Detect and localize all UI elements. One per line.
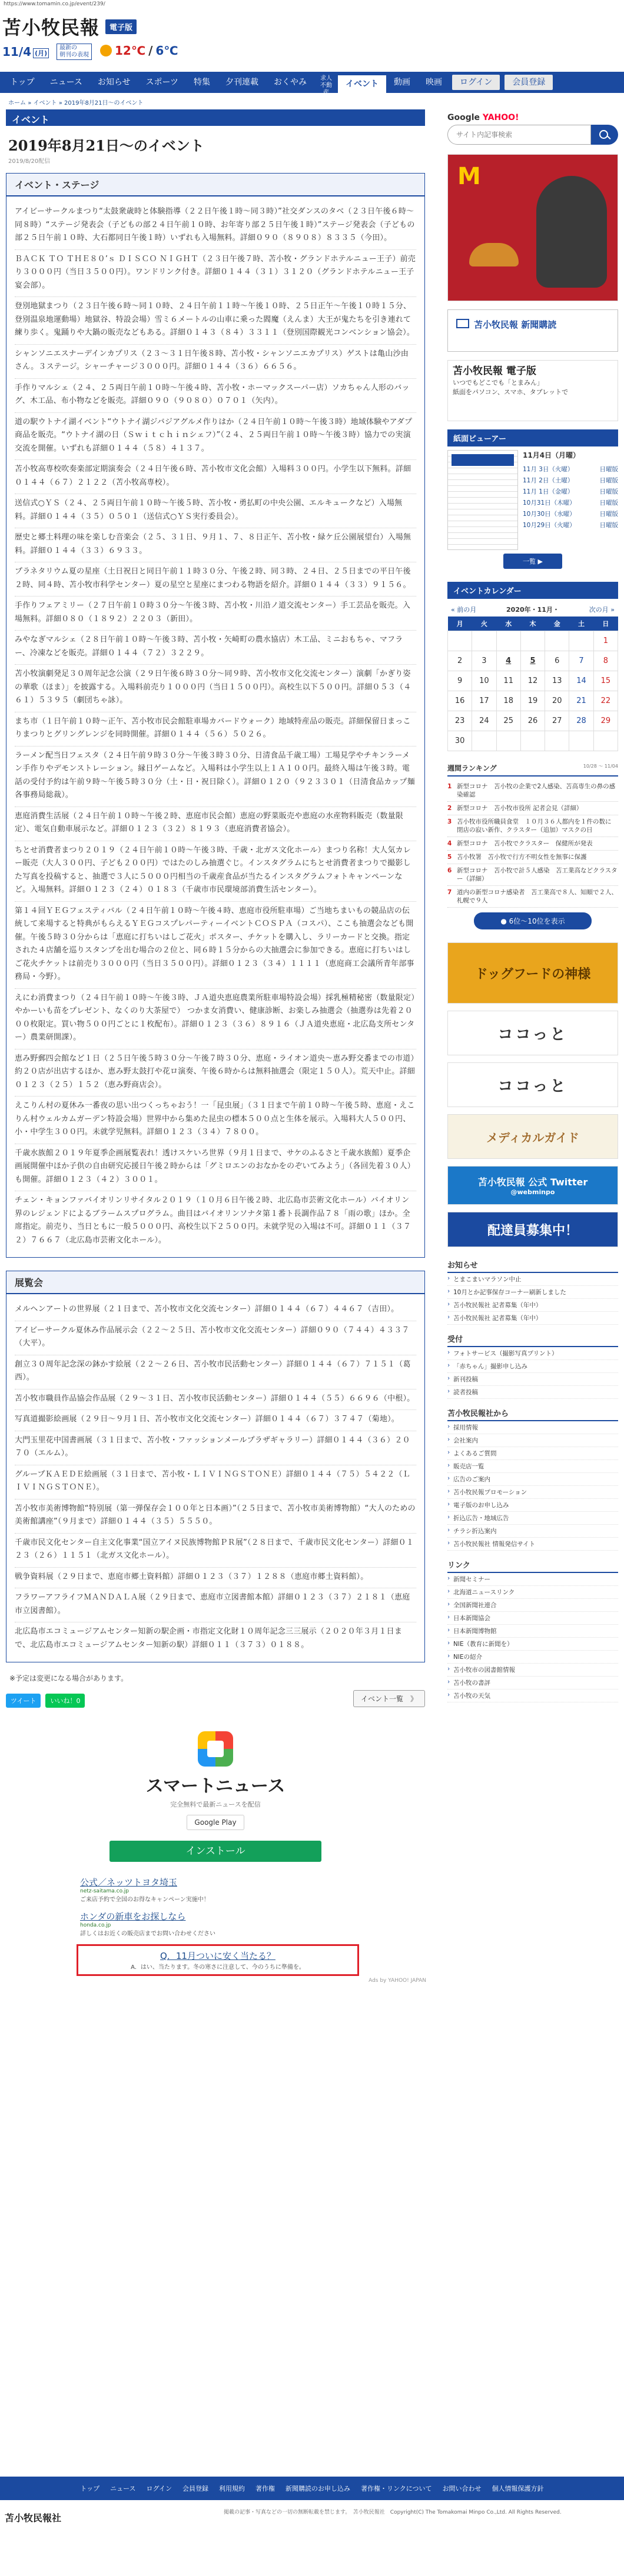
paper-current-date: 11月4日（月曜）: [523, 451, 580, 459]
footer-link[interactable]: ニュース: [110, 2485, 136, 2492]
app-ad: [9, 1725, 426, 1984]
link-group-item[interactable]: › 苫小牧民報社 記者募集（年中）: [447, 1312, 618, 1325]
exhibition-entry: 創立３０周年記念深の鉢かす絵展（２２～２６日、苫小牧市民活動センター）詳細０１４４（６７）７１５１（葛西）。: [15, 1355, 416, 1389]
calendar-day: [520, 731, 545, 751]
date-text: 11/4: [2, 45, 32, 59]
stage-event-entry: 苫小牧演劇発足３０周年記念公演（２９日午後６時３０分～同９時、苫小牧市文化交流センター）演劇「かぎり姿の華歌（ほま）」を披露する。入場料前売り１０００円（当日１５００円）。高校生以下５００円。詳細０５３（４６１）５３９５（劇団ちゃ詠）。: [15, 665, 416, 712]
calendar-next-month[interactable]: 次の月 »: [589, 606, 615, 614]
twitter-handle: @webminpo: [510, 1188, 555, 1196]
text-ads: [9, 1876, 421, 1937]
twitter-banner[interactable]: [447, 1166, 618, 1205]
stage-events-title: イベント・ステージ: [6, 174, 424, 196]
ranking-item[interactable]: 6 新型コロナ 苫小牧で計５人感染 苫工業高などクラスター（詳細）: [447, 864, 618, 886]
highlighted-ad[interactable]: [77, 1944, 359, 1976]
share-area: [6, 1694, 425, 1708]
text-ad[interactable]: [80, 1876, 421, 1903]
link-group-item[interactable]: › 苫小牧市の図書館情報: [447, 1664, 618, 1677]
calendar-day[interactable]: 12: [520, 671, 545, 691]
paper-issue-list: [523, 450, 618, 550]
copyright: 掲載の記事・写真などの一切の無断転載を禁じます。 苫小牧民報社 Copyright(C) The Tomakomai Minpo Co.,Ltd. All Rights Reserved.: [224, 2510, 562, 2515]
calendar-day[interactable]: 6: [545, 651, 569, 671]
calendar-day[interactable]: 25: [496, 711, 520, 731]
ranking-item[interactable]: 1 新型コロナ 苫小牧の企業で2人感染、苫高専生の鼻の感染確認: [447, 780, 618, 802]
calendar-day[interactable]: 10: [472, 671, 496, 691]
paper-list-button[interactable]: 一覧 ▶: [503, 554, 562, 569]
nav-item-4[interactable]: 特集: [193, 78, 210, 87]
paper-issue-date[interactable]: 10月31日（木曜）: [523, 499, 576, 506]
calendar-day: [593, 731, 618, 751]
footer-link[interactable]: ログイン: [146, 2485, 172, 2492]
calendar-weekday: 土: [569, 616, 593, 631]
paper-issue-edition[interactable]: 日曜版: [599, 522, 618, 529]
yahoo-label: YAHOO!: [482, 113, 519, 122]
calendar-day: [520, 631, 545, 651]
link-group-item[interactable]: › 10月とか記事保存コーナー刷新しました: [447, 1286, 618, 1299]
exhibition-entry: 苫小牧市美術博物館“特別展（第一弾保存会１００年と日本画）”（２５日まで、苫小牧市美術博物館）“大人のための美術館講座”（９月まで）詳細０１４４（３５）５５５０。: [15, 1499, 416, 1534]
paper-issue-edition[interactable]: 日曜版: [599, 488, 618, 495]
dogfood-banner[interactable]: ドッグフードの神様: [447, 942, 618, 1004]
highlighted-ad-desc: A．はい、当たります。冬の寒さに注意して、今のうちに準備を。: [131, 1964, 305, 1971]
sunny-icon: [100, 45, 112, 56]
site-header: [0, 8, 624, 62]
nav-item-5[interactable]: 夕刊連載: [225, 78, 258, 87]
link-group-item[interactable]: › 日本新聞協会: [447, 1612, 618, 1625]
ranking-heading: [447, 763, 618, 777]
highlighted-ad-title[interactable]: Q．11月ついに安く当たる？: [160, 1951, 276, 1961]
exhibition-entry: 戦争資料展（２９日まで、恵庭市郷土資料館）詳細０１２３（３７）１２８８（恵庭市郷土資料館）。: [15, 1568, 416, 1589]
site-logo[interactable]: [2, 13, 137, 40]
calendar-day: [496, 631, 520, 651]
breadcrumb: [8, 98, 144, 106]
twitter-banner-title: 苫小牧民報 公式 Twitter: [477, 1177, 588, 1188]
calendar-day[interactable]: 5: [520, 651, 545, 671]
exhibition-entry: グループＫＡＥＤＥ絵画展（３１日まで、苫小牧・ＬＩＶＩＮＧＳＴＯＮＥ）詳細０１４４（７５）５４２２（ＬＩＶＩＮＧＳＴＯＮＥ）。: [15, 1465, 416, 1499]
calendar-day[interactable]: 7: [569, 651, 593, 671]
paper-issue-date[interactable]: 11月 1日（金曜）: [523, 488, 574, 495]
footer-nav: [0, 2477, 624, 2500]
footer-link[interactable]: 著作権・リンクについて: [361, 2485, 432, 2492]
calendar-week: [448, 731, 618, 751]
calendar-weekday: 木: [520, 616, 545, 631]
paper-issue-date[interactable]: 10月30日（水曜）: [523, 511, 576, 518]
calendar-weekday: 日: [593, 616, 618, 631]
stage-event-entry: 送信式○ＹＳ（２４、２５両日午前１０時～午後５時、苫小牧・勇払町の中央公園、エルキュークなど）入場無料。詳細０１４４（３５）０５０１（送信式○ＹＳ実行委員会）。: [15, 494, 416, 528]
ranking-item[interactable]: 5 苫小牧署 苫小牧で行方不明女性を無事に保護: [447, 851, 618, 864]
calendar-day[interactable]: 4: [496, 651, 520, 671]
stage-event-entry: えこりん村の夏休み一番夜の思い出つくっちゃおう！一「昆虫展」（３１日まで午前１０時～午後５時、恵庭・えこりん村ウェルカムガーデン特設会場）世界中から集めた昆虫の標本５００点と生体を展示。入場料大人５００円、小・中学生３００円。未就学児無料。詳細０１２３（３４）７８００。: [15, 1097, 416, 1144]
exhibition-entry: アイビーサークル夏休み作品展示会（２２～２５日、苫小牧市文化交流センター）詳細０９０（７４４）４３３７（大平）。: [15, 1321, 416, 1355]
ad-logo: M: [457, 163, 481, 190]
calendar-prev-month[interactable]: « 前の月: [451, 606, 477, 614]
url-bar: https://www.tomamin.co.jp/event/239/: [0, 0, 624, 8]
stage-event-entry: ちとせ消費者まつり２０１９（２４日午前１０時～午後３時、千歳・北ガス文化ホール）まつり名称！大人気カレー販売（大人３００円、子ども２００円）ではたのしみ抽選ぐじ。インスタグラムにちとせ消費者まつりで撮影した写真を投稿すると、抽選で３人に５０００円相当の千歳産食品が当たるインスタグラムフォトキャンペーンなど。入場無料。詳細０１２３（２４）０１８３（千歳市市民環境部消費生活センター）。: [15, 841, 416, 902]
calendar-week: [448, 691, 618, 711]
paper-issue-edition[interactable]: 日曜版: [599, 477, 618, 484]
stage-event-entry: 苫小牧高専校吹奏楽部定期演奏会（２４日午後６時、苫小牧市文化会館）入場料３００円。小学生以下無料。詳細０１４４（６７）２１２２（苫小牧高専校）。: [15, 460, 416, 494]
e-edition-badge[interactable]: 電子版: [105, 19, 137, 34]
exhibition-entry: 千歳市民文化センター自主文化事業“国立アイヌ民族博物館ＰＲ展”（２８日まで、千歳市民文化センター）詳細０１２３（２６）１１５１（北ガス文化ホール）。: [15, 1534, 416, 1568]
page-title: 2019年8月21日～のイベント: [8, 137, 204, 154]
nav-item-11[interactable]: ログイン: [452, 75, 500, 90]
nav-item-9[interactable]: 動画: [393, 78, 410, 87]
stage-events-list: [15, 202, 416, 1251]
stage-event-entry: チェン・キョンファバイオリンリサイタル２０１９（１０月６日午後２時、北広島市芸術文化ホール）バイオリン界のレジェンドによるブラームスプログラム。曲目はバイオリンソナタ第１番ト長調作品７８「雨の歌」ほか。全席指定。前売り、当日ともに一般５０００円、高校生以下２５００円。未就学児の入場は不可。詳細０１１（３７２）７６６７（北広島市芸術文化ホール）。: [15, 1196, 411, 1245]
link-group-title: リンク: [447, 1554, 618, 1573]
paper-issue-edition[interactable]: 日曜版: [599, 466, 618, 473]
search-input[interactable]: [447, 125, 591, 145]
app-desc: 完全無料で最新ニュースを配信: [170, 1801, 261, 1808]
paper-issue-row[interactable]: [523, 464, 618, 475]
calendar-week: [448, 651, 618, 671]
ranking-item[interactable]: 3 苫小牧市役所職員食堂 １０月３６人都内を１件の数に 閉店の寂い新作、クラスター（追加）マスクの日: [447, 815, 618, 837]
paper-issue-row[interactable]: [523, 475, 618, 486]
breadcrumb-events[interactable]: イベント: [33, 100, 57, 106]
link-group-item[interactable]: › 苫小牧民報プロモーション: [447, 1486, 618, 1499]
link-group-item[interactable]: › 全国新聞社連合: [447, 1599, 618, 1612]
calendar-day[interactable]: 14: [569, 671, 593, 691]
exhibition-entry: 北広島市エコミュージアムセンター知新の駅企画・市指定文化財１０周年記念三三展示（２０２０年３月１日まで、北広島市エコミュージアムセンター知新の駅）詳細０１１（３７３）０１８８。: [15, 1627, 403, 1649]
calendar-day[interactable]: 2: [448, 651, 472, 671]
calendar-weekdays: [448, 616, 618, 631]
link-group-item[interactable]: › よくあるご質問: [447, 1447, 618, 1460]
subscribe-banner[interactable]: 苫小牧民報 新聞購読: [447, 309, 618, 352]
global-nav: [0, 72, 624, 96]
sidebar-link-groups: [447, 1254, 618, 1702]
exhibition-entry: フラワーアフライフＭＡＮＤＡＬＡ展（２９日まで、恵庭市立図書館本館）詳細０１２３（３７）２１８１（恵庭市立図書館）。: [15, 1588, 416, 1622]
stage-event-entry: アイビーサークルまつり“太鼓衆歳時と体験指導（２２日午後１時～同３時）”社交ダンスのタベ（２３日午後６時～同８時）“ステージ発表会（子どもの部２４日午前１０時、お年寄り部２５日午後１時）”ステージ発表会（子どもの部２５日午前１０時、大石都同日午後１時）いずれも入場無料。詳細０９０（８９０８）８３３５（今田）。: [15, 202, 416, 250]
google-label: Google: [447, 113, 480, 122]
link-group-item[interactable]: › とまこまいマラソン中止: [447, 1273, 618, 1286]
sidebar: [447, 113, 618, 1702]
link-group-item[interactable]: › 「赤ちゃん」撮影申し込み: [447, 1360, 618, 1373]
ranking-item[interactable]: 7 道内の新型コロナ感染者 苫工業高で８人、知順で２人、札幌で９人: [447, 886, 618, 908]
text-ad-title[interactable]: 公式／ネッツトヨタ埼玉: [80, 1877, 178, 1888]
nav-item-1[interactable]: ニュース: [49, 78, 82, 87]
link-group-title: お知らせ: [447, 1254, 618, 1273]
link-group-item[interactable]: › 電子版のお申し込み: [447, 1499, 618, 1512]
exhibitions-title: 展覧会: [6, 1271, 424, 1294]
stage-events-box: [6, 173, 425, 1258]
breadcrumb-sep: »: [58, 100, 62, 106]
footer-link[interactable]: 会員登録: [182, 2485, 208, 2492]
calendar-day[interactable]: 22: [593, 691, 618, 711]
nav-item-10[interactable]: 映画: [425, 78, 442, 87]
stage-event-entry: まち市（１日午前１０時～正午、苫小牧市民会館駐車場カバードウォーク）地域特産品の販売。詳細保留日まっこりまつりとグリングレンジを同時開催。詳細０１４４（５６）５０２６。: [15, 712, 416, 747]
calendar-day: [472, 631, 496, 651]
paper-issue-rows: [523, 464, 618, 531]
tweet-button[interactable]: ツイート: [6, 1694, 41, 1708]
link-group-item[interactable]: › 折込広告・地域広告: [447, 1512, 618, 1525]
paper-issue-edition[interactable]: 日曜版: [599, 499, 618, 506]
stage-event-entry: 恵庭消費生活展（２４日午前１０時～午後２時、恵庭市民会館）恵庭の野菜販売や恵庭の水産物料販売（数量限定）、電気自動車展示など。詳細０１２３（３２）８１９３（恵庭消費者協会）。: [15, 807, 416, 841]
calendar-day[interactable]: 21: [569, 691, 593, 711]
temp-low: 6℃: [155, 44, 178, 58]
link-group-item[interactable]: › 採用情報: [447, 1421, 618, 1434]
calendar-body: [448, 631, 618, 751]
paper-issue-row[interactable]: [523, 486, 618, 497]
kokoto-banner[interactable]: ココっと: [447, 1011, 618, 1055]
calendar-weekday: 水: [496, 616, 520, 631]
nav-item-6[interactable]: おくやみ: [273, 78, 307, 87]
exhibition-entry: メルヘンアートの世界展（２１日まで、苫小牧市文化交流センター）詳細０１４４（６７）４４６７（吉田）。: [15, 1300, 416, 1321]
breadcrumb-sep: »: [28, 100, 32, 106]
calendar-day[interactable]: 11: [496, 671, 520, 691]
paper-issue-row[interactable]: [523, 519, 618, 531]
paper-viewer: [447, 450, 618, 550]
link-group-item[interactable]: › 日本新聞博物館: [447, 1625, 618, 1638]
exhibition-entry: 苫小牧市職員作品協会作品展（２９～３１日、苫小牧市民活動センター）詳細０１４４（５５）６６９６（中根）。: [15, 1389, 416, 1411]
footer-link[interactable]: お問い合わせ: [442, 2485, 482, 2492]
calendar-heading: イベントカレンダー: [447, 582, 618, 599]
footer-link[interactable]: 利用規約: [219, 2485, 245, 2492]
stage-event-entry: 千歳水族館２０１９年夏季企画展覧表れ！透けスケいろ世界（９月１日まで、サケのふるさと千歳水族館）夏季企画展開催中ほか子供の自由研究応援日午後２時からは「グミロエンのおなかをのぞいてみよう」（各回先着３０人）も開催。詳細０１２３（４２）３００１。: [15, 1144, 416, 1192]
text-ad[interactable]: [80, 1910, 421, 1937]
text-ad-url: netz-saitama.co.jp: [80, 1888, 130, 1894]
breadcrumb-home[interactable]: ホーム: [8, 100, 26, 106]
link-group-item[interactable]: › 広告のご案内: [447, 1473, 618, 1486]
calendar-day[interactable]: 23: [448, 711, 472, 731]
footer-link[interactable]: 個人情報保護方針: [492, 2485, 544, 2492]
nav-item-2[interactable]: お知らせ: [97, 78, 131, 87]
text-ad-title[interactable]: ホンダの新車をお探しなら: [80, 1911, 186, 1922]
calendar-day: [448, 631, 472, 651]
link-group-item[interactable]: › 販売店一覧: [447, 1460, 618, 1473]
stage-event-entry: 歴史と郷土料理の味を楽しむ音楽会（２５、３１日、９月１、７、８日正午、苫小牧・緑ケ丘公園展望台）入場無料。詳細０１４４（３３）６９３３。: [15, 528, 416, 562]
calendar-day[interactable]: 15: [593, 671, 618, 691]
paper-issue-date[interactable]: 11月 3日（火曜）: [523, 466, 574, 473]
calendar-day[interactable]: 19: [520, 691, 545, 711]
footer-link[interactable]: 著作権: [255, 2485, 275, 2492]
nav-item-3[interactable]: スポーツ: [145, 78, 178, 87]
ranking-title: 週間ランキング: [447, 764, 497, 772]
paper-issue-row[interactable]: [523, 497, 618, 508]
stage-event-entry: 第１４回ＹＥＧフェスティバル（２４日午前１０時～午後４時、恵庭市役所駐車場）ご当地ちまいもの競品店の伝統して来場すると特典がもらえるＹＥＧコスプレパーティーイベントＣＯＳＰＡ（コスパ）、ここも抽選会なども開催。午後５時３０分からは「恵庭に打ちいはしご花火」ポスター、チケットを購入し、ラリーカードと交換。指定された４店舗を巡りスタンプを出む場合の２位と、同６時１５分からの大抽選会に参加できる。恵庭に打ちいはしご花火チケットは前売り３０００円（当日３５００円）。詳細０１２３（３４）１１１１（恵庭商工会議所青年部事務局・今野）。: [15, 902, 416, 989]
medical-guide-banner[interactable]: メディカルガイド: [447, 1114, 618, 1159]
paper-thumbnail[interactable]: [447, 450, 518, 550]
section-heading: イベント: [6, 109, 425, 126]
today-date: [2, 45, 49, 59]
temp-sep: /: [148, 44, 153, 58]
calendar-day[interactable]: 3: [472, 651, 496, 671]
logo-text: 苫小牧民報: [2, 16, 100, 39]
calendar-day: [472, 731, 496, 751]
ranking-more-button[interactable]: ● 6位～10位を表示: [474, 912, 592, 929]
weather: [100, 44, 178, 58]
footer-logo[interactable]: 苫小牧民報社: [5, 2512, 62, 2524]
calendar-weekday: 金: [545, 616, 569, 631]
calendar-month: 2020年・11月・: [506, 606, 559, 614]
calendar-day: [569, 731, 593, 751]
stage-event-entry: 道の駅ウトナイ湖イベント“ウトナイ湖ジバジアグルメ作りはか（２４日午前１０時～午後３時）地域体験やアダプ商品を販売。“ウトナイ湖の日（Ｓｗｉｔｃｈｉｎシェフ）”（２４、２５両日午前１０時～午後３時）協力での実演交流を開催。いずれも詳細０１４４（５８）４１３７。: [15, 413, 416, 461]
calendar-weekday: 火: [472, 616, 496, 631]
calendar-day: [545, 731, 569, 751]
search-brand: [447, 113, 618, 122]
ranking-item[interactable]: 4 新型コロナ 苫小牧でクラスター 保健所が発表: [447, 837, 618, 851]
calendar-day[interactable]: 30: [448, 731, 472, 751]
smartnews-app-icon[interactable]: [198, 1731, 233, 1767]
exhibitions-box: [6, 1271, 425, 1662]
paper-viewer-heading: 紙面ビューアー: [447, 429, 618, 446]
event-list-button[interactable]: イベント一覧 》: [353, 1690, 425, 1707]
link-group-item[interactable]: › NIEの紹介: [447, 1651, 618, 1664]
e-paper-desc: いつでもどこでも「とまみん」 紙面をパソコン、スマホ、タブレットで: [453, 379, 569, 396]
delivery-recruit-banner[interactable]: 配達員募集中！: [447, 1212, 618, 1247]
ad-person-image: [536, 176, 607, 288]
link-group-item[interactable]: › 新聞セミナー: [447, 1573, 618, 1586]
stage-event-entry: 登別地獄まつり（２３日午後６時～同１０時、２４日午前１１時～午後１０時、２５日正午～午後１０時１５分、登別温泉地運動場）地獄谷、特設会場）雪ミ６メートルの山車に乗った閻魔（えんま）大王が鬼たちを引き連れて練り歩く。鬼踊りや大鍋の販売などもある。詳細０１４３（８４）３３１１（登別国際観光コンベンション協会）。: [15, 297, 416, 345]
exhibition-entry: 写真道撮影絵画展（２９日～９月１日、苫小牧市文化交流センター）詳細０１４４（６７）３７４７（菊地）。: [15, 1410, 416, 1431]
calendar-day[interactable]: 24: [472, 711, 496, 731]
calendar-day[interactable]: 20: [545, 691, 569, 711]
stage-event-entry: えにわ消費まつり（２４日午前１０時～午後３時、ＪＡ道央恵庭農業所駐車場特設会場）採乳極精秘密（数量限定）やかーいも苗をプレゼント、なくのり大茶屋で） つかま女消費い、健康診断、お楽しみ抽選会（抽選券は先着２０００枚限定。買い物５００円ごとに１枚配布）。詳細０１２３（３６）８９１６（ＪＡ道央恵庭・北広島支所センター）農業研開課）。: [15, 989, 416, 1049]
calendar-weekday: 月: [448, 616, 472, 631]
link-group-item[interactable]: › 新刊投稿: [447, 1373, 618, 1386]
day-of-week: (月): [33, 48, 49, 58]
stage-event-entry: 手作りフェアミリー（２７日午前１０時３０分～午後３時、苫小牧・川沿ノ道交流センター）手工芸品を販売。入場無料。詳細０８０（１８９２）２２０３（新田）。: [15, 596, 416, 631]
e-paper-banner[interactable]: [447, 360, 618, 421]
stage-event-entry: ラーメン配当日フェスタ（２４日午前９時３０分～午後３時３０分、日清食品千歳工場）工場見学やチキンラーメン手作りやデモンストレーション。縁日ゲームなど。入場料は小学生以上１Ａ１００円。最終入場は午後３時。電話の受付予約は午前９時～午後５時３０分（土・日・祝日除く）。詳細０１２０（９２３３０１（日清食品カップ麺各事務局総裁）。: [15, 747, 416, 807]
calendar-week: [448, 671, 618, 691]
paper-issue-date[interactable]: 10月29日（火曜）: [523, 522, 576, 529]
calendar-day[interactable]: 27: [545, 711, 569, 731]
event-calendar: [447, 616, 618, 751]
e-paper-title: 苫小牧民報 電子版: [453, 365, 536, 377]
change-note: ※予定は変更になる場合があります。: [9, 1674, 128, 1682]
text-ad-url: honda.co.jp: [80, 1922, 111, 1928]
link-group-item[interactable]: › 苫小牧の書評: [447, 1677, 618, 1689]
stage-event-entry: ＢＡＣＫ ＴＯ ＴＨＥ８０’ｓ ＤＩＳＣＯ ＮＩＧＨＴ（２３日午後７時、苫小牧・グランドホテルニュー王子）前売り３０００円（当日３５００円）。ワンドリンク付き。詳細０１４４（３１）３１２０（グランドホテルニュー王子宴会部）。: [15, 250, 416, 298]
exhibition-entry: 大門玉里花中国書画展（３１日まで、苫小牧・ファッションメールプラザギャラリー）詳細０１４４（３６）２０７０（エルム）。: [15, 1431, 416, 1465]
stage-event-entry: 恵み野郵四会館など１日（２５日午後５時３０分～午後７時３０分、恵庭・ライオン道央～恵み野交番までの市道）約２０店が出店するほか、恵み野太鼓打や花ロ演奏、午後６時からは無料抽選会（限定１５０人）。荒天中止。詳細０１２３（２５）１５２（恵み野商店会）。: [15, 1049, 416, 1097]
calendar-day: [545, 631, 569, 651]
calendar-day[interactable]: 16: [448, 691, 472, 711]
nav-item-8[interactable]: イベント: [338, 75, 386, 93]
paper-issue-date[interactable]: 11月 2日（土曜）: [523, 477, 574, 484]
paper-issue-edition[interactable]: 日曜版: [599, 511, 618, 518]
link-group-title: 受付: [447, 1328, 618, 1347]
ranking-list: [447, 780, 618, 908]
app-name: スマートニュース: [145, 1776, 286, 1797]
calendar-day[interactable]: 13: [545, 671, 569, 691]
footer-link[interactable]: 新聞購読のお申し込み: [286, 2485, 350, 2492]
calendar-day[interactable]: 17: [472, 691, 496, 711]
search-icon[interactable]: [591, 125, 618, 145]
link-group-item[interactable]: › 苫小牧民報社 記者募集（年中）: [447, 1299, 618, 1312]
like-button[interactable]: いいね！0: [45, 1694, 85, 1708]
link-group-title: 苫小牧民報社から: [447, 1402, 618, 1421]
calendar-day[interactable]: 28: [569, 711, 593, 731]
link-group-item[interactable]: › 読者投稿: [447, 1386, 618, 1399]
link-group-item[interactable]: › 苫小牧民報社 情報発信サイト: [447, 1538, 618, 1551]
google-play-badge[interactable]: Google Play: [187, 1815, 244, 1830]
stage-event-entry: シャンソニエスナーデインカプリス（２３～３１日午後８時、苫小牧・シャンソニエカプリス）ゲストは亀山沙由さん。３ステージ。シャーチャージ３０００円。詳細０１４４（３６）６６５６。: [15, 345, 416, 379]
nav-item-7[interactable]: 求人不動産: [320, 75, 332, 96]
ranking-item[interactable]: 2 新型コロナ 苫小牧市役所 記者会見（詳細）: [447, 802, 618, 815]
calendar-day[interactable]: 9: [448, 671, 472, 691]
footer-link[interactable]: トップ: [80, 2485, 100, 2492]
calendar-week: [448, 631, 618, 651]
text-ad-desc: ご来店予約で全国のお得なキャンペーン実施中！: [80, 1897, 210, 1903]
link-group-item[interactable]: › 苫小牧の天気: [447, 1689, 618, 1702]
calendar-week: [448, 711, 618, 731]
calendar-day[interactable]: 29: [593, 711, 618, 731]
calendar-day[interactable]: 1: [593, 631, 618, 651]
temp-high: 12℃: [115, 44, 146, 58]
calendar-nav: [447, 602, 618, 616]
paper-issue-row[interactable]: [523, 508, 618, 519]
stage-event-entry: プラネタリウム夏の星座（土日祝日と同日午前１１時３０分、午後２時、同３時、２４日、２５日までの平日午後２時、同４時、苫小牧市科学センター）夏の星空と星座にまつわる物語を紹介。詳細０１４４（３３）９１５６。: [15, 562, 416, 596]
calendar-day: [496, 731, 520, 751]
text-ad-desc: 詳しくはお近くの販売店までお問い合わせください: [80, 1931, 215, 1937]
calendar-day[interactable]: 18: [496, 691, 520, 711]
display-ad[interactable]: [447, 154, 618, 301]
calendar-day: [569, 631, 593, 651]
link-group-item[interactable]: › フォトサービス（撮影写真プリント）: [447, 1347, 618, 1360]
search-form: [447, 125, 618, 145]
exhibitions-list: [15, 1300, 416, 1656]
breadcrumb-current: 2019年8月21日～のイベント: [64, 100, 144, 106]
stage-event-entry: 手作りマルシェ（２４、２５両日午前１０時～午後４時、苫小牧・ホーマックスーパー店）ソカちゃん人形のバッグ、木工品、布小物などを販売。詳細０９０（９０８０）０７０１（矢内）。: [15, 379, 416, 413]
ads-by-yahoo[interactable]: Ads by YAHOO! JAPAN: [369, 1978, 426, 1984]
ranking-period: 10/28 ～ 11/04: [583, 764, 618, 769]
stage-event-entry: みやなぎマルシェ（２８日午前１０時～午後３時、苫小牧・矢崎町の農水協店）木工品、ミニおもちゃ、マフラー、冷凍などを販売。詳細０１４４（７２）３２２９。: [15, 631, 416, 665]
link-group-item[interactable]: › NIE（教育に新聞を）: [447, 1638, 618, 1651]
link-group-item[interactable]: › 北海道ニュースリンク: [447, 1586, 618, 1599]
link-group-item[interactable]: › 会社案内: [447, 1434, 618, 1447]
published-date: 2019/8/20配信: [8, 158, 51, 165]
calendar-day[interactable]: 26: [520, 711, 545, 731]
link-group-item[interactable]: › チラシ折込案内: [447, 1525, 618, 1538]
nav-item-12[interactable]: 会員登録: [504, 75, 553, 90]
calendar-day[interactable]: 8: [593, 651, 618, 671]
nav-item-0[interactable]: トップ: [10, 78, 35, 87]
latest-issue-link[interactable]: 最新の 朝刊の表現: [57, 44, 92, 60]
ad-burger-image: [469, 243, 519, 266]
install-button[interactable]: インストール: [109, 1841, 321, 1862]
kokoto-banner-2[interactable]: ココっと: [447, 1062, 618, 1107]
main-content: [6, 109, 425, 1984]
